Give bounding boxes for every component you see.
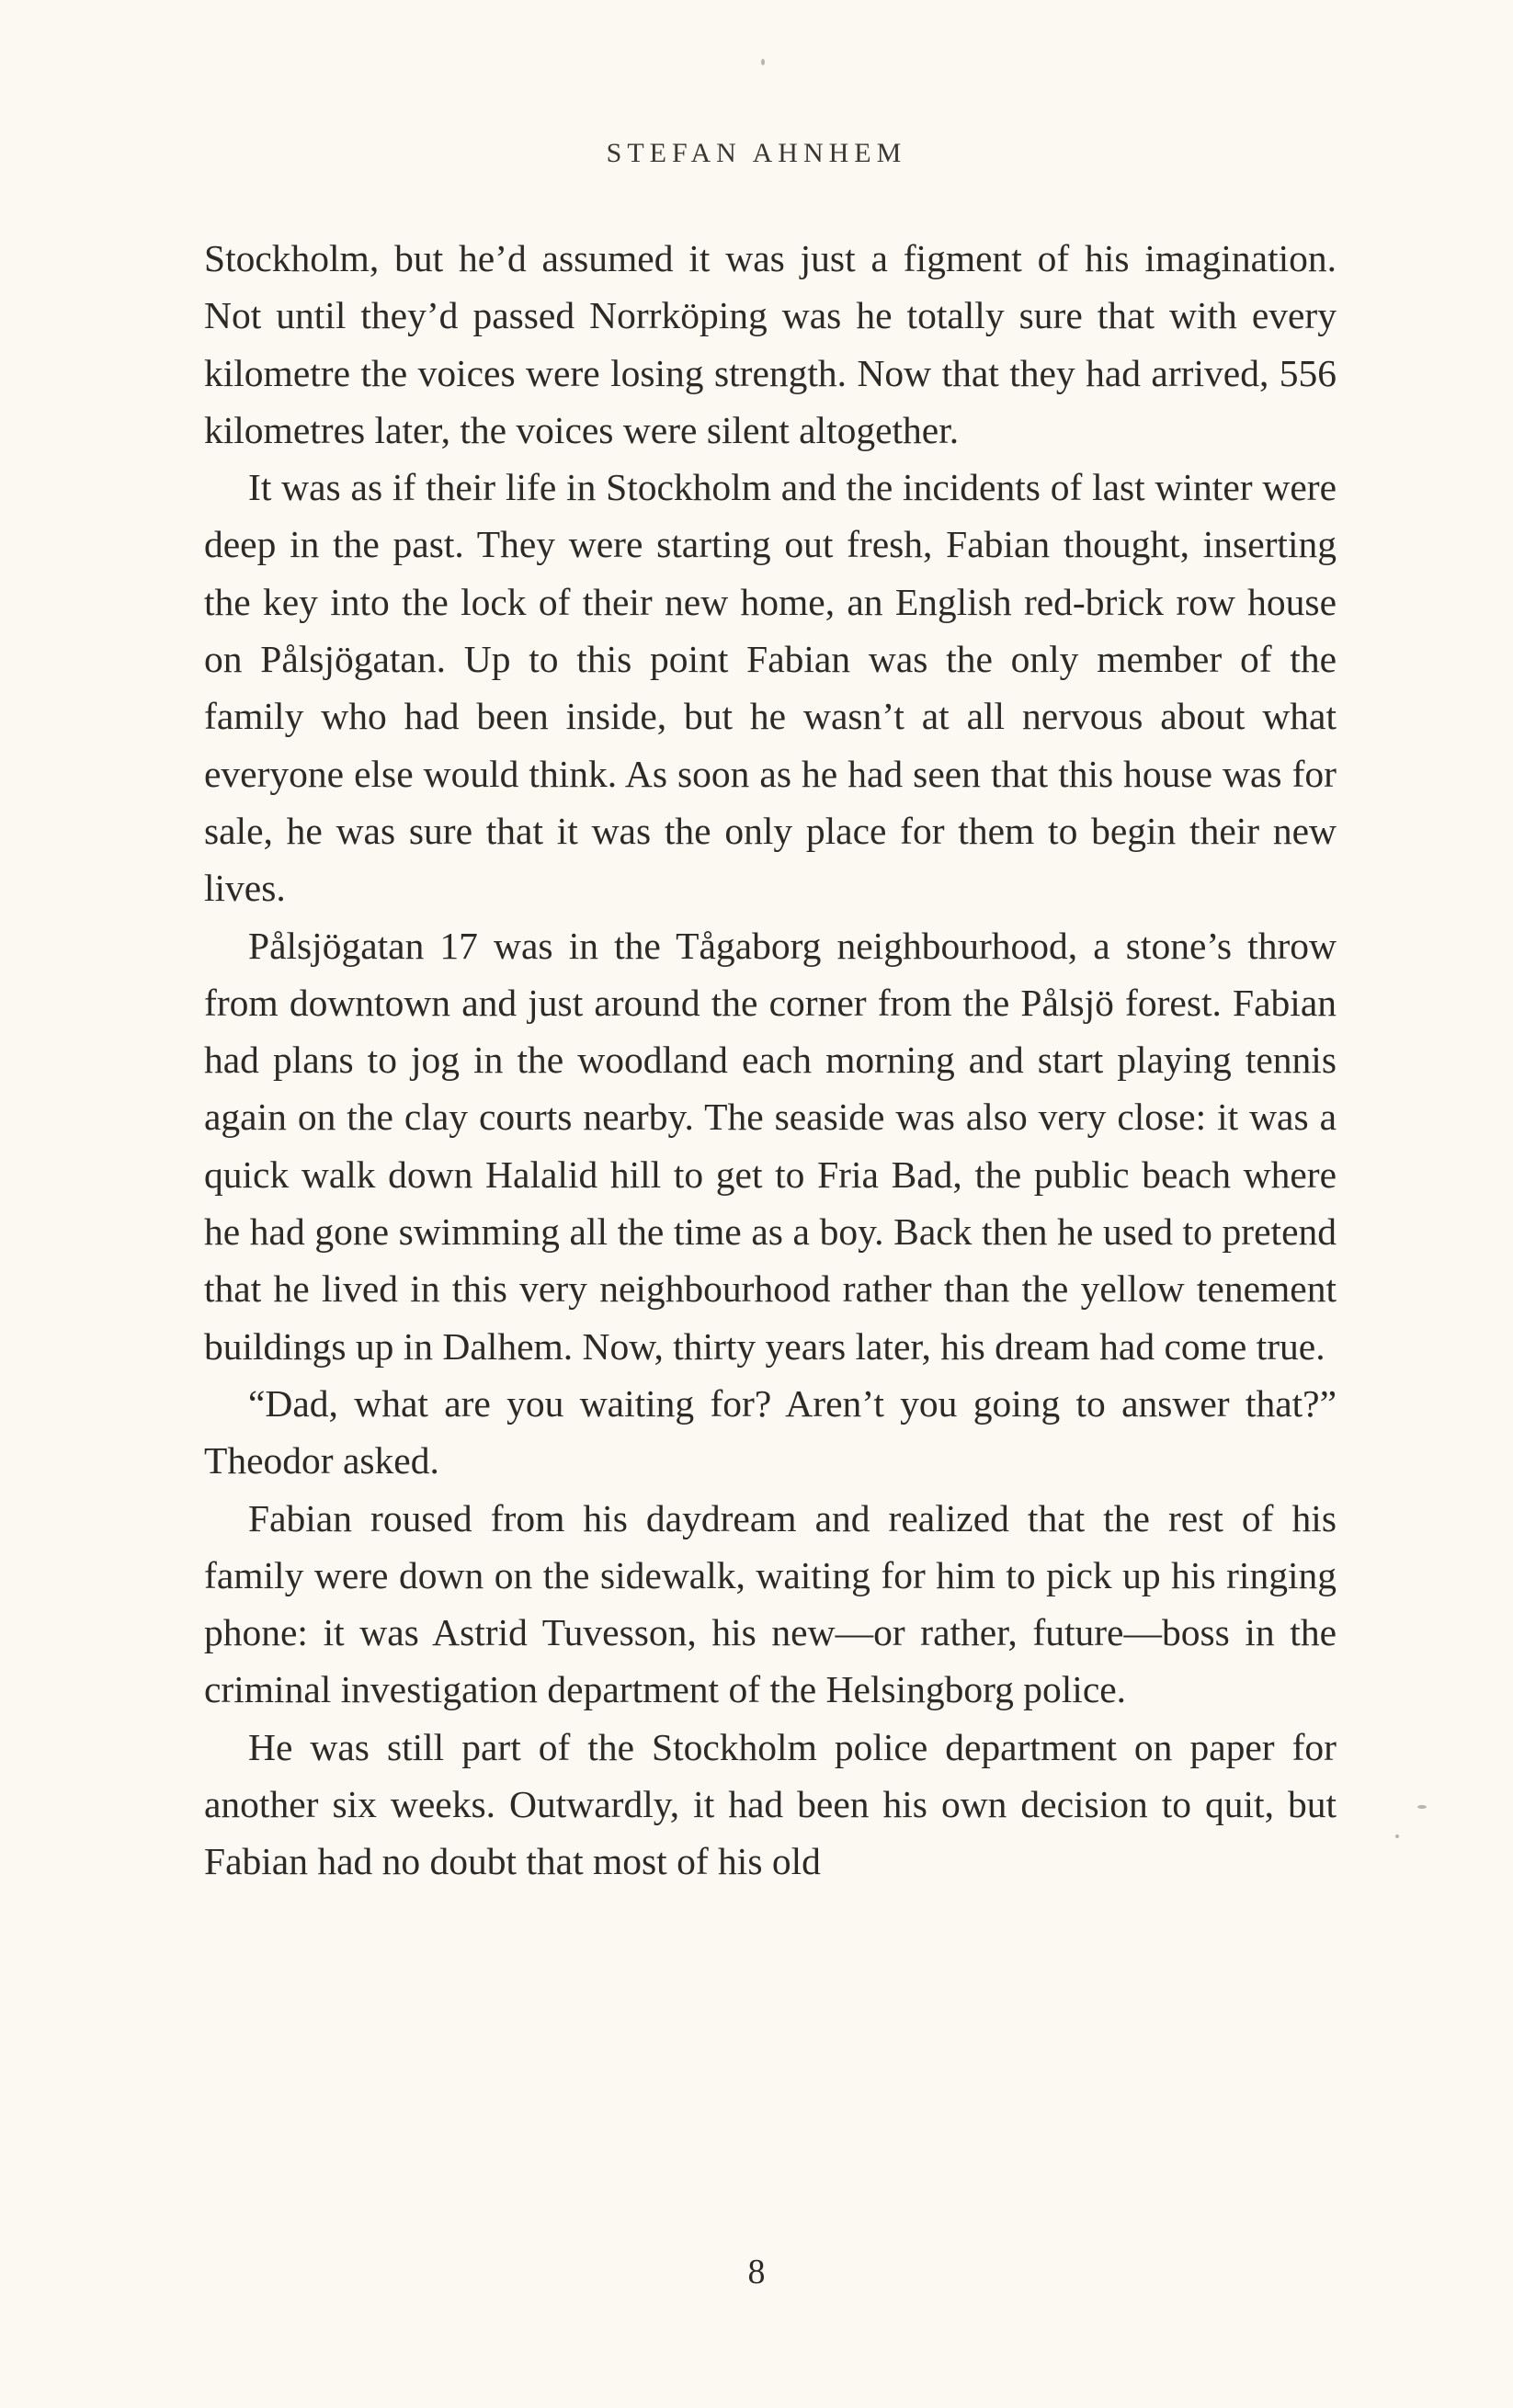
page-number: 8 (747, 2253, 766, 2291)
paragraph: Pålsjögatan 17 was in the Tågaborg neighbourhood, a stone’s throw from downtown and just around the corner from the Pålsjö forest. Fabian had plans to jog in the woodland each morning and start playing tennis again on the clay courts nearby. The seaside was also very close: it was a quick walk down Halalid hill to get to Fria Bad, the public beach where he had gone swimming all the time as a boy. Back then he used to pretend that he lived in this very neighbourhood rather than the yellow tenement buildings up in Dalhem. Now, thirty years later, his dream had come true. (204, 924, 1337, 1368)
scan-speck (1417, 1805, 1427, 1809)
paragraph: Fabian roused from his daydream and realized that the rest of his family were down on the sidewalk, waiting for him to pick up his ringing phone: it was Astrid Tuvesson, his new—or rather, future—boss in the criminal investigation department of the Helsingborg police. (204, 1496, 1337, 1711)
paragraph: Stockholm, but he’d assumed it was just a figment of his imagination. Not until they’d passed Norrköping was he totally sure that with every kilometre the voices were losing strength. Now that they had arrived, 556 kilometres later, the voices were silent altogether. (204, 237, 1337, 451)
scan-speck (1395, 1834, 1399, 1838)
paragraph: It was as if their life in Stockholm and the incidents of last winter were deep in the past. They were starting out fresh, Fabian thought, inserting the key into the lock of their new home, an English red-brick row house on Pålsjögatan. Up to this point Fabian was the only member of the family who had been inside, but he wasn’t at all nervous about what everyone else would think. As soon as he had seen that this house was for sale, he was sure that it was the only place for them to begin their new lives. (204, 466, 1337, 910)
scan-speck (761, 59, 765, 65)
paragraph: “Dad, what are you waiting for? Aren’t you going to answer that?” Theodor asked. (204, 1381, 1337, 1482)
body-text (204, 230, 1337, 1891)
paragraph: He was still part of the Stockholm police department on paper for another six weeks. Outwardly, it had been his own decision to quit, but Fabian had no doubt that most of his old (204, 1725, 1337, 1883)
running-head: STEFAN AHNHEM (606, 138, 907, 168)
